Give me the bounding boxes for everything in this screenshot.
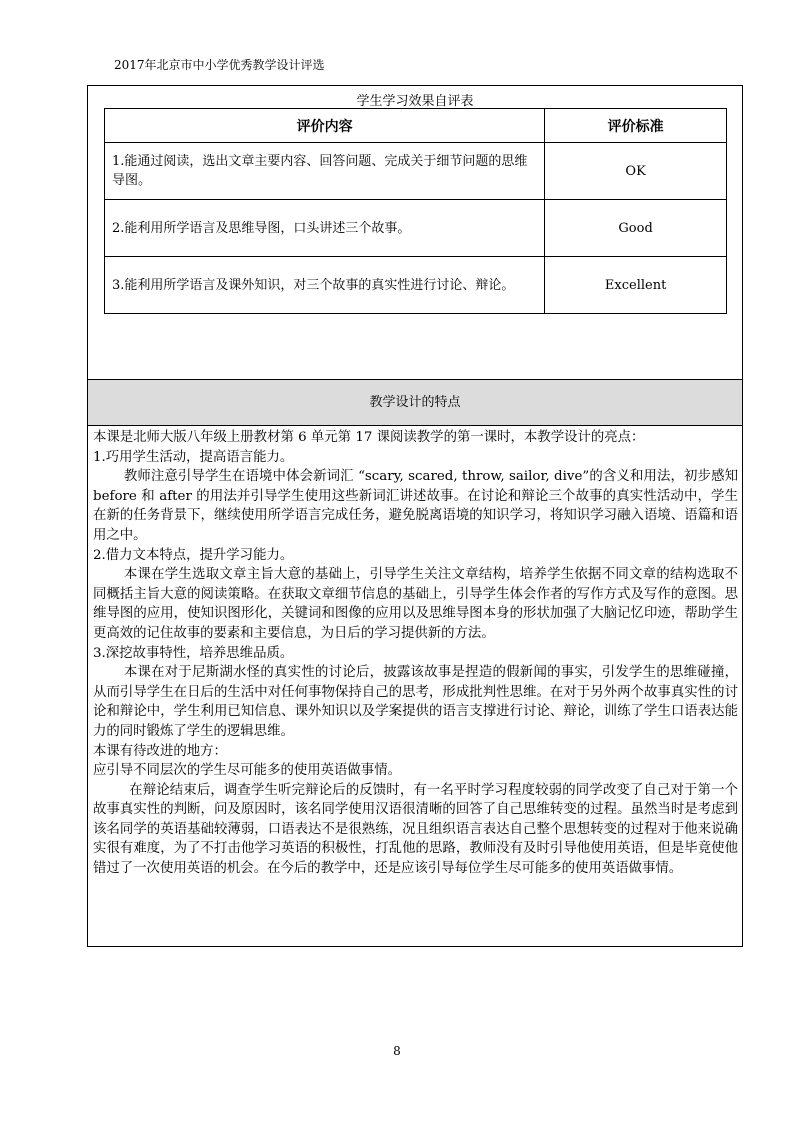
- improvement-heading: 本课有待改进的地方：: [93, 743, 227, 759]
- point-heading: 3.深挖故事特性，培养思维品质。: [93, 645, 294, 661]
- point-heading: 2.借力文本特点，提升学习能力。: [93, 547, 294, 563]
- eval-content-cell: 2.能利用所学语言及思维导图，口头讲述三个故事。: [105, 200, 545, 257]
- self-evaluation-section: [88, 86, 742, 379]
- eval-standard-cell: Good: [545, 200, 727, 257]
- point-heading: 1.巧用学生活动，提高语言能力。: [93, 449, 294, 465]
- document-table: [87, 85, 743, 947]
- table-row: [105, 257, 727, 314]
- features-heading-bar: 教学设计的特点: [88, 379, 742, 426]
- column-header-content: 评价内容: [105, 109, 545, 143]
- paragraph: 本课在对于尼斯湖水怪的真实性的讨论后，披露该故事是捏造的假新闻的事实，引发学生的思维碰撞，从而引导学生在日后的生活中对任何事物保持自己的思考，形成批判性思维。在对于另外两个故事真实性的讨论和辩论中，学生利用已知信息、课外知识以及学案提供的语言支撑进行讨论、辩论，训练了学生口语表达能力的同时锻炼了学生的逻辑思维。: [93, 665, 738, 739]
- eval-content-cell: 3.能利用所学语言及课外知识，对三个故事的真实性进行讨论、辩论。: [105, 257, 545, 314]
- column-header-standard: 评价标准: [545, 109, 727, 143]
- table-row: [105, 200, 727, 257]
- paragraph-intro: 本课是北师大版八年级上册教材第 6 单元第 17 课阅读教学的第一课时，本教学设计的亮点：: [93, 430, 645, 445]
- paragraph: 教师注意引导学生在语境中体会新词汇 “scary, scared, throw, sailor, dive”的含义和用法，初步感知 before 和 after 的用法并引导学生使用这些新词汇讲述故事。在讨论和辩论三个故事的真实性活动中，学生在新的任务背景下，继续使用所学语言完成任务，避免脱离语境的知识学习，将知识学习融入语境、语篇和语用之中。: [93, 469, 738, 543]
- page-number: 8: [393, 1044, 401, 1058]
- self-evaluation-table: [104, 108, 727, 314]
- features-body: [93, 428, 738, 879]
- paragraph: 本课在学生选取文章主旨大意的基础上，引导学生关注文章结构，培养学生依据不同文章的结构选取不同概括主旨大意的阅读策略。在获取文章细节信息的基础上，引导学生体会作者的写作方式及写作的意图。思维导图的应用，使知识图形化，关键词和图像的应用以及思维导图本身的形状加强了大脑记忆印迹，帮助学生更高效的记住故事的要素和主要信息，为日后的学习提供新的方法。: [93, 567, 738, 641]
- paragraph: 应引导不同层次的学生尽可能多的使用英语做事情。: [93, 763, 401, 779]
- eval-standard-cell: OK: [545, 143, 727, 200]
- page-header: 2017年北京市中小学优秀教学设计评选: [114, 58, 325, 72]
- eval-content-cell: 1.能通过阅读，选出文章主要内容、回答问题、完成关于细节问题的思维导图。: [105, 143, 545, 200]
- eval-standard-cell: Excellent: [545, 257, 727, 314]
- table-row: [105, 143, 727, 200]
- table-header-row: [105, 109, 727, 143]
- self-evaluation-title: 学生学习效果自评表: [356, 94, 474, 109]
- paragraph: 在辩论结束后，调查学生听完辩论后的反馈时，有一名平时学习程度较弱的同学改变了自己对于第一个故事真实性的判断，问及原因时，该名同学使用汉语很清晰的回答了自己思维转变的过程。虽然当时是考虑到该名同学的英语基础较薄弱，口语表达不是很熟练，况且组织语言表达自己整个思想转变的过程对于他来说确实很有难度，为了不打击他学习英语的积极性，打乱他的思路，教师没有及时引导他使用英语，但是毕竟使他错过了一次使用英语的机会。在今后的教学中，还是应该引导每位学生尽可能多的使用英语做事情。: [93, 782, 738, 877]
